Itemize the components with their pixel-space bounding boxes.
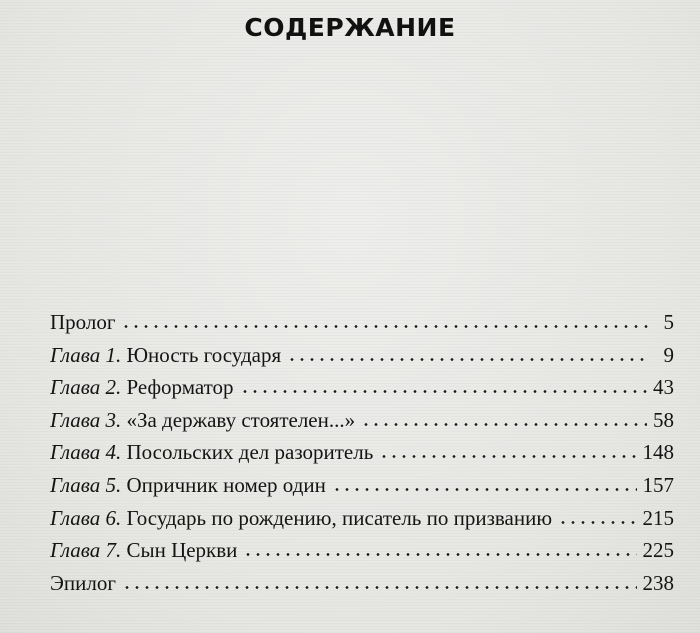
toc-page-number: 225 [642, 538, 674, 563]
toc-entry-text [50, 469, 326, 502]
toc-page-number: 157 [642, 472, 674, 497]
toc-page-number: 58 [653, 407, 674, 432]
toc-entry-epilogue [50, 567, 674, 600]
toc-entry-text [50, 436, 373, 469]
toc-title: «За державу стоятелен...» [121, 407, 356, 432]
toc-entry-text [50, 339, 281, 372]
toc-leader-dots [379, 454, 636, 459]
toc-entry-text [50, 534, 237, 567]
toc-entry-chapter-1 [50, 339, 674, 372]
toc-entry-chapter-7 [50, 534, 674, 567]
toc-leader-dots [558, 520, 636, 525]
toc-entry-text [50, 306, 115, 339]
toc-page-number: 148 [642, 440, 674, 465]
toc-leader-dots [332, 487, 637, 492]
toc-title: Реформатор [121, 375, 234, 400]
toc-title: Посольских дел разоритель [121, 440, 374, 465]
toc-leader-dots [121, 324, 648, 329]
toc-chapter-label: Глава 1. [50, 342, 122, 367]
toc-page-number: 43 [653, 375, 674, 400]
toc-title: Государь по рождению, писатель по призванию [121, 505, 553, 530]
toc-leader-dots [287, 357, 648, 362]
table-of-contents [50, 306, 674, 599]
toc-leader-dots [122, 585, 637, 590]
toc-chapter-label: Глава 2. [50, 375, 122, 400]
toc-title: Эпилог [50, 570, 116, 595]
toc-entry-chapter-5 [50, 469, 674, 502]
toc-leader-dots [240, 389, 647, 394]
toc-entry-chapter-6 [50, 502, 674, 535]
toc-entry-chapter-4 [50, 436, 674, 469]
toc-title: Сын Церкви [121, 538, 238, 563]
toc-entry-text [50, 371, 234, 404]
toc-title: Опричник номер один [121, 472, 326, 497]
page-title: СОДЕРЖАНИЕ [244, 13, 456, 42]
toc-title: Пролог [50, 310, 116, 334]
toc-entry-text [50, 567, 116, 600]
toc-entry-prologue [50, 306, 674, 339]
toc-chapter-label: Глава 5. [50, 472, 122, 497]
toc-chapter-label: Глава 6. [50, 505, 122, 530]
toc-page-number: 215 [642, 505, 674, 530]
toc-page-number: 5 [663, 310, 674, 334]
toc-page-number: 9 [663, 342, 674, 367]
toc-chapter-label: Глава 3. [50, 407, 122, 432]
toc-chapter-label: Глава 7. [50, 538, 122, 563]
toc-chapter-label: Глава 4. [50, 440, 122, 465]
toc-entry-text [50, 404, 355, 437]
toc-title: Юность государя [121, 342, 282, 367]
toc-entry-chapter-3 [50, 404, 674, 437]
toc-page-number: 238 [642, 570, 674, 595]
toc-leader-dots [361, 422, 647, 427]
toc-leader-dots [243, 552, 636, 557]
toc-entry-text [50, 502, 552, 535]
toc-entry-chapter-2 [50, 371, 674, 404]
